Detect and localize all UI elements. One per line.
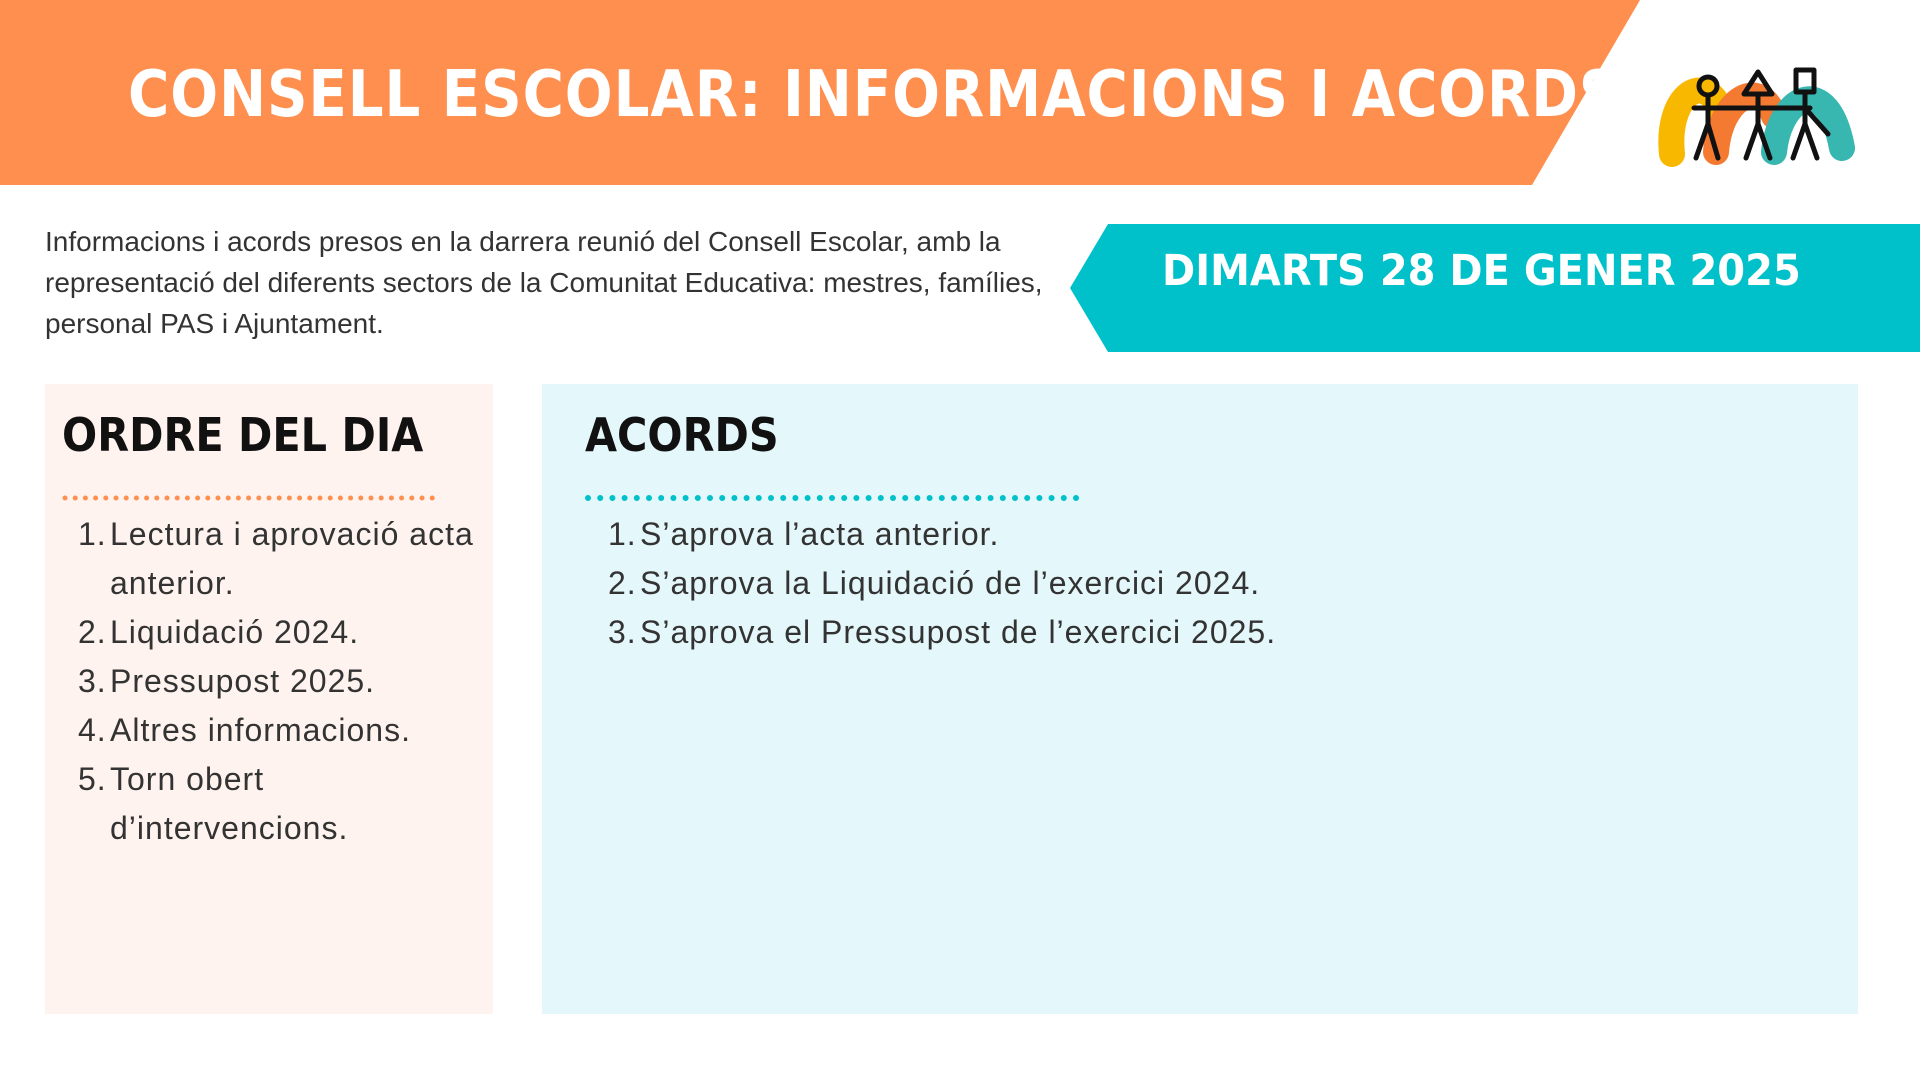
list-item-number: 1. bbox=[608, 516, 637, 552]
list-item-text: Liquidació 2024. bbox=[110, 614, 360, 650]
ordre-del-dia-panel bbox=[45, 384, 493, 1014]
list-item-text: Pressupost 2025. bbox=[110, 663, 376, 699]
school-logo-icon bbox=[1656, 58, 1860, 172]
list-item-number: 3. bbox=[608, 614, 637, 650]
acords-panel bbox=[542, 384, 1858, 1014]
list-item bbox=[78, 608, 488, 657]
list-item-number: 5. bbox=[78, 761, 107, 797]
dotted-divider bbox=[584, 494, 1080, 502]
ordre-del-dia-title: ORDRE DEL DIA bbox=[62, 408, 424, 462]
acords-list bbox=[608, 510, 1808, 657]
intro-text: Informacions i acords presos en la darrera reunió del Consell Escolar, amb la representació del diferents sectors de la Comunitat Educativa: mestres, famílies, personal PAS i Ajuntament. bbox=[45, 226, 1043, 339]
list-item-text: Altres informacions. bbox=[110, 712, 411, 748]
list-item bbox=[608, 608, 1808, 657]
list-item-text: S’aprova el Pressupost de l’exercici 2025. bbox=[640, 614, 1277, 650]
list-item bbox=[78, 755, 488, 853]
list-item-number: 2. bbox=[608, 565, 637, 601]
list-item-text: Lectura i aprovació acta anterior. bbox=[110, 516, 474, 601]
page-title: CONSELL ESCOLAR: INFORMACIONS I ACORDS bbox=[128, 58, 1621, 132]
ordre-del-dia-list bbox=[78, 510, 488, 853]
list-item-number: 1. bbox=[78, 516, 107, 552]
list-item-text: Torn obert d’intervencions. bbox=[110, 761, 349, 846]
list-item bbox=[608, 559, 1808, 608]
list-item bbox=[78, 657, 488, 706]
list-item-text: S’aprova l’acta anterior. bbox=[640, 516, 1000, 552]
list-item-number: 4. bbox=[78, 712, 107, 748]
list-item bbox=[608, 510, 1808, 559]
list-item-number: 3. bbox=[78, 663, 107, 699]
list-item bbox=[78, 706, 488, 755]
list-item-number: 2. bbox=[78, 614, 107, 650]
list-item-text: S’aprova la Liquidació de l’exercici 2024. bbox=[640, 565, 1261, 601]
dotted-divider bbox=[61, 494, 445, 502]
meeting-date: DIMARTS 28 DE GENER 2025 bbox=[1162, 246, 1801, 296]
acords-title: ACORDS bbox=[585, 408, 779, 462]
list-item bbox=[78, 510, 488, 608]
